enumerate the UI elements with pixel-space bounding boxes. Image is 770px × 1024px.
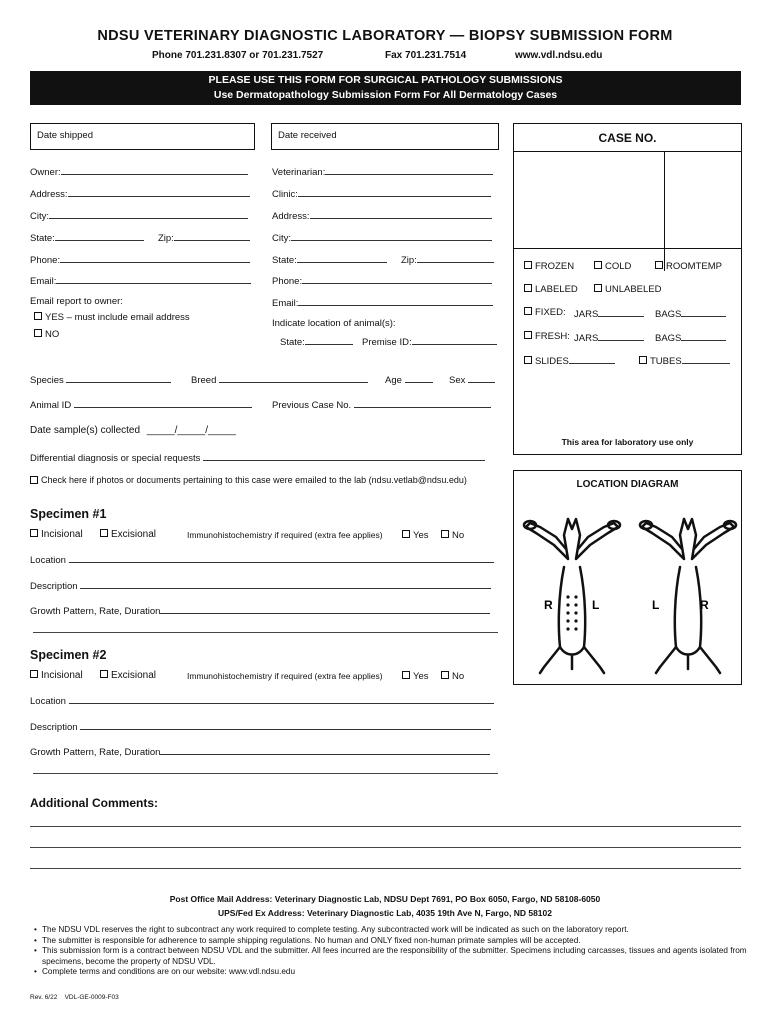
specimen-1-description-label: Description — [30, 581, 78, 592]
unlabeled-label: UNLABELED — [605, 284, 662, 295]
terms-item-1: • The NDSU VDL reserves the right to subcontract any work required to complete testing. Any subcontracted work will be indicated as such on the laboratory report. — [42, 925, 747, 936]
checkbox-icon — [594, 284, 602, 292]
email-no-label: NO — [45, 329, 60, 340]
differential-label: Differential diagnosis or special requests — [30, 453, 201, 464]
fresh-jars-label: JARS — [574, 333, 599, 344]
date-collected-field[interactable] — [30, 425, 236, 436]
owner-field[interactable] — [30, 165, 248, 178]
vet-address-label: Address: — [272, 211, 310, 222]
diagram-label-r2: R — [700, 598, 709, 612]
specimen-1-extra-line[interactable] — [33, 632, 498, 633]
vet-address-field[interactable] — [272, 209, 492, 222]
breed-label: Breed — [191, 375, 217, 386]
frozen-label: FROZEN — [535, 261, 575, 272]
terms-list — [32, 925, 747, 978]
date-mask: _____/_____/_____ — [146, 425, 236, 436]
location-state-label: State: — [280, 337, 305, 348]
sex-label: Sex — [449, 375, 466, 386]
specimen-1-ihc-yes-label: Yes — [413, 530, 429, 541]
specimen-2-ihc-yes-option[interactable] — [402, 671, 429, 682]
veterinarian-field[interactable] — [272, 165, 493, 178]
phone-text: Phone 701.231.8307 or 701.231.7527 — [152, 50, 324, 61]
specimen-2-ihc-yes-label: Yes — [413, 671, 429, 682]
mail-address: Post Office Mail Address: Veterinary Diagnostic Lab, NDSU Dept 7691, PO Box 6050, Fargo, ND 58108-6050 — [169, 894, 601, 904]
roomtemp-option[interactable] — [655, 261, 722, 272]
checkbox-icon — [639, 356, 647, 364]
specimen-1-ihc-yes-option[interactable] — [402, 530, 429, 541]
specimen-2-incisional-option[interactable] — [30, 670, 83, 681]
previous-case-label: Previous Case No. — [272, 400, 352, 411]
vet-state-field[interactable] — [272, 253, 387, 266]
form-title: NDSU VETERINARY DIAGNOSTIC LABORATORY — BIOPSY SUBMISSION FORM — [97, 28, 673, 44]
owner-phone-field[interactable] — [30, 253, 250, 266]
breed-field[interactable] — [191, 373, 368, 386]
checkbox-icon — [402, 671, 410, 679]
species-label: Species — [30, 375, 64, 386]
fresh-jars-field[interactable] — [574, 331, 644, 344]
specimen-2-ihc-no-option[interactable] — [441, 671, 464, 682]
cold-option[interactable] — [594, 261, 631, 272]
vet-zip-field[interactable] — [401, 253, 494, 266]
checkbox-icon — [524, 356, 532, 364]
slides-label: SLIDES — [535, 356, 569, 367]
owner-label: Owner: — [30, 167, 61, 178]
lab-use-note: This area for laboratory use only — [561, 437, 694, 447]
fresh-label: FRESH: — [535, 331, 570, 342]
ups-address: UPS/Fed Ex Address: Veterinary Diagnostic Lab, 4035 19th Ave N, Fargo, ND 58102 — [218, 908, 552, 918]
terms-item-4: • Complete terms and conditions are on our website: www.vdl.ndsu.edu — [42, 967, 747, 978]
checkbox-icon — [441, 671, 449, 679]
banner-line-1: PLEASE USE THIS FORM FOR SURGICAL PATHOLOGY SUBMISSIONS — [208, 74, 563, 86]
checkbox-icon — [594, 261, 602, 269]
specimen-1-incisional-option[interactable] — [30, 529, 83, 540]
owner-city-label: City: — [30, 211, 49, 222]
email-no-option[interactable] — [34, 329, 59, 340]
comments-line-1[interactable] — [30, 826, 741, 827]
specimen-2-ihc-label: Immunohistochemistry if required (extra fee applies) — [187, 671, 383, 681]
specimen-2-incisional-label: Incisional — [41, 670, 83, 681]
specimen-2-growth-label: Growth Pattern, Rate, Duration — [30, 747, 161, 758]
clinic-label: Clinic: — [272, 189, 298, 200]
location-state-field[interactable] — [280, 335, 353, 348]
premise-id-label: Premise ID: — [362, 337, 412, 348]
comments-line-3[interactable] — [30, 868, 741, 869]
fixed-option[interactable] — [524, 307, 566, 318]
specimen-2-location-field[interactable] — [30, 694, 494, 707]
specimen-1-ihc-no-option[interactable] — [441, 530, 464, 541]
specimen-1-title: Specimen #1 — [30, 507, 107, 521]
tubes-label: TUBES — [650, 356, 682, 367]
age-label: Age — [385, 375, 402, 386]
date-shipped-label: Date shipped — [37, 130, 93, 141]
fixed-bags-label: BAGS — [655, 309, 682, 320]
specimen-1-ihc-no-label: No — [452, 530, 465, 541]
specimen-1-incisional-label: Incisional — [41, 529, 83, 540]
fixed-jars-label: JARS — [574, 309, 599, 320]
owner-state-label: State: — [30, 233, 55, 244]
labeled-option[interactable] — [524, 284, 578, 295]
checkbox-icon — [30, 476, 38, 484]
owner-email-field[interactable] — [30, 274, 251, 287]
vet-city-field[interactable] — [272, 231, 492, 244]
owner-address-label: Address: — [30, 189, 68, 200]
specimen-1-growth-field[interactable] — [30, 604, 490, 617]
veterinarian-label: Veterinarian: — [272, 167, 326, 178]
vet-phone-label: Phone: — [272, 276, 303, 287]
specimen-1-location-label: Location — [30, 555, 66, 566]
banner-line-2: Use Dermatopathology Submission Form For All Dermatology Cases — [213, 89, 558, 101]
specimen-1-location-field[interactable] — [30, 553, 494, 566]
location-diagram-box — [513, 470, 742, 685]
vet-city-label: City: — [272, 233, 291, 244]
checkbox-icon — [524, 284, 532, 292]
case-number-title: CASE NO. — [598, 131, 657, 145]
checkbox-icon — [402, 530, 410, 538]
frozen-option[interactable] — [524, 261, 574, 272]
email-yes-label: YES – must include email address — [45, 312, 190, 323]
specimen-1-growth-label: Growth Pattern, Rate, Duration — [30, 606, 161, 617]
owner-state-field[interactable] — [30, 231, 144, 244]
owner-phone-label: Phone: — [30, 255, 61, 266]
vet-email-label: Email: — [272, 298, 299, 309]
animal-id-label: Animal ID — [30, 400, 72, 411]
vet-email-field[interactable] — [272, 296, 493, 309]
checkbox-icon — [100, 670, 108, 678]
age-field[interactable] — [385, 373, 433, 386]
clinic-field[interactable] — [272, 187, 491, 200]
slides-field[interactable] — [524, 354, 615, 367]
diagram-label-l2: L — [652, 598, 660, 612]
specimen-2-excisional-label: Excisional — [111, 670, 157, 681]
checkbox-icon — [524, 261, 532, 269]
animal-diagram[interactable] — [514, 497, 741, 682]
fixed-label: FIXED: — [535, 307, 566, 318]
terms-item-3: • This submission form is a contract between NDSU VDL and the submitter. All fees incurred are the responsibility of the submitter. Specimens including carcasses, tissues and agents isolated from specimens, become the property of NDSU VDL. — [42, 946, 747, 967]
owner-city-field[interactable] — [30, 209, 248, 222]
checkbox-icon — [524, 331, 532, 339]
revision-code: Rev. 6/22 VDL-GE-0009-F03 — [30, 994, 119, 1001]
unlabeled-option[interactable] — [594, 284, 662, 295]
labeled-label: LABELED — [535, 284, 578, 295]
specimen-2-title: Specimen #2 — [30, 648, 107, 662]
premise-id-field[interactable] — [362, 335, 497, 348]
photos-option[interactable] — [30, 475, 467, 485]
diagram-label-r1: R — [544, 598, 553, 612]
specimen-2-description-field[interactable] — [30, 720, 491, 733]
vet-zip-label: Zip: — [401, 255, 417, 266]
date-received-label: Date received — [278, 130, 337, 141]
owner-email-label: Email: — [30, 276, 57, 287]
specimen-1-description-field[interactable] — [30, 579, 491, 592]
vet-state-label: State: — [272, 255, 297, 266]
checkbox-icon — [524, 307, 532, 315]
comments-title: Additional Comments: — [30, 796, 158, 810]
owner-zip-label: Zip: — [158, 233, 174, 244]
roomtemp-label: ROOMTEMP — [666, 261, 722, 272]
owner-zip-field[interactable] — [158, 231, 250, 244]
fixed-bags-field[interactable] — [655, 307, 726, 320]
diagram-label-l1: L — [592, 598, 600, 612]
checkbox-icon — [34, 329, 42, 337]
specimen-2-description-label: Description — [30, 722, 78, 733]
specimen-2-excisional-option[interactable] — [100, 670, 156, 681]
email-report-label: Email report to owner: — [30, 296, 123, 307]
banner — [30, 71, 741, 105]
cold-label: COLD — [605, 261, 632, 272]
terms-item-2: • The submitter is responsible for adherence to sample shipping regulations. No human and ONLY fixed non-human primate samples will be accepted. — [42, 936, 747, 947]
specimen-1-excisional-option[interactable] — [100, 529, 156, 540]
species-field[interactable] — [30, 373, 171, 386]
fresh-bags-field[interactable] — [655, 331, 726, 344]
specimen-2-ihc-no-label: No — [452, 671, 465, 682]
specimen-2-extra-line[interactable] — [33, 773, 498, 774]
fresh-option[interactable] — [524, 331, 570, 342]
email-yes-option[interactable] — [34, 312, 190, 323]
fresh-bags-label: BAGS — [655, 333, 682, 344]
checkbox-icon — [30, 529, 38, 537]
vet-phone-field[interactable] — [272, 274, 492, 287]
specimen-1-excisional-label: Excisional — [111, 529, 157, 540]
checkbox-icon — [441, 530, 449, 538]
checkbox-icon — [655, 261, 663, 269]
animal-id-field[interactable] — [30, 398, 252, 411]
location-diagram-title: LOCATION DIAGRAM — [576, 479, 679, 490]
previous-case-field[interactable] — [272, 398, 491, 411]
photos-label: Check here if photos or documents pertaining to this case were emailed to the lab (ndsu.vetlab@ndsu.edu) — [41, 475, 467, 485]
fixed-jars-field[interactable] — [574, 307, 644, 320]
specimen-1-ihc-label: Immunohistochemistry if required (extra fee applies) — [187, 530, 383, 540]
checkbox-icon — [100, 529, 108, 537]
case-number-box — [513, 123, 742, 455]
specimen-2-location-label: Location — [30, 696, 66, 707]
checkbox-icon — [34, 312, 42, 320]
owner-address-field[interactable] — [30, 187, 250, 200]
animal-location-label: Indicate location of animal(s): — [272, 318, 396, 329]
date-received-field[interactable] — [271, 123, 499, 150]
comments-line-2[interactable] — [30, 847, 741, 848]
web-text: www.vdl.ndsu.edu — [515, 50, 603, 61]
fax-text: Fax 701.231.7514 — [385, 50, 467, 61]
tubes-field[interactable] — [639, 354, 730, 367]
checkbox-icon — [30, 670, 38, 678]
specimen-2-growth-field[interactable] — [30, 745, 490, 758]
date-shipped-field[interactable] — [30, 123, 255, 150]
sex-field[interactable] — [449, 373, 495, 386]
date-collected-label: Date sample(s) collected — [30, 425, 141, 436]
differential-field[interactable] — [30, 451, 485, 464]
